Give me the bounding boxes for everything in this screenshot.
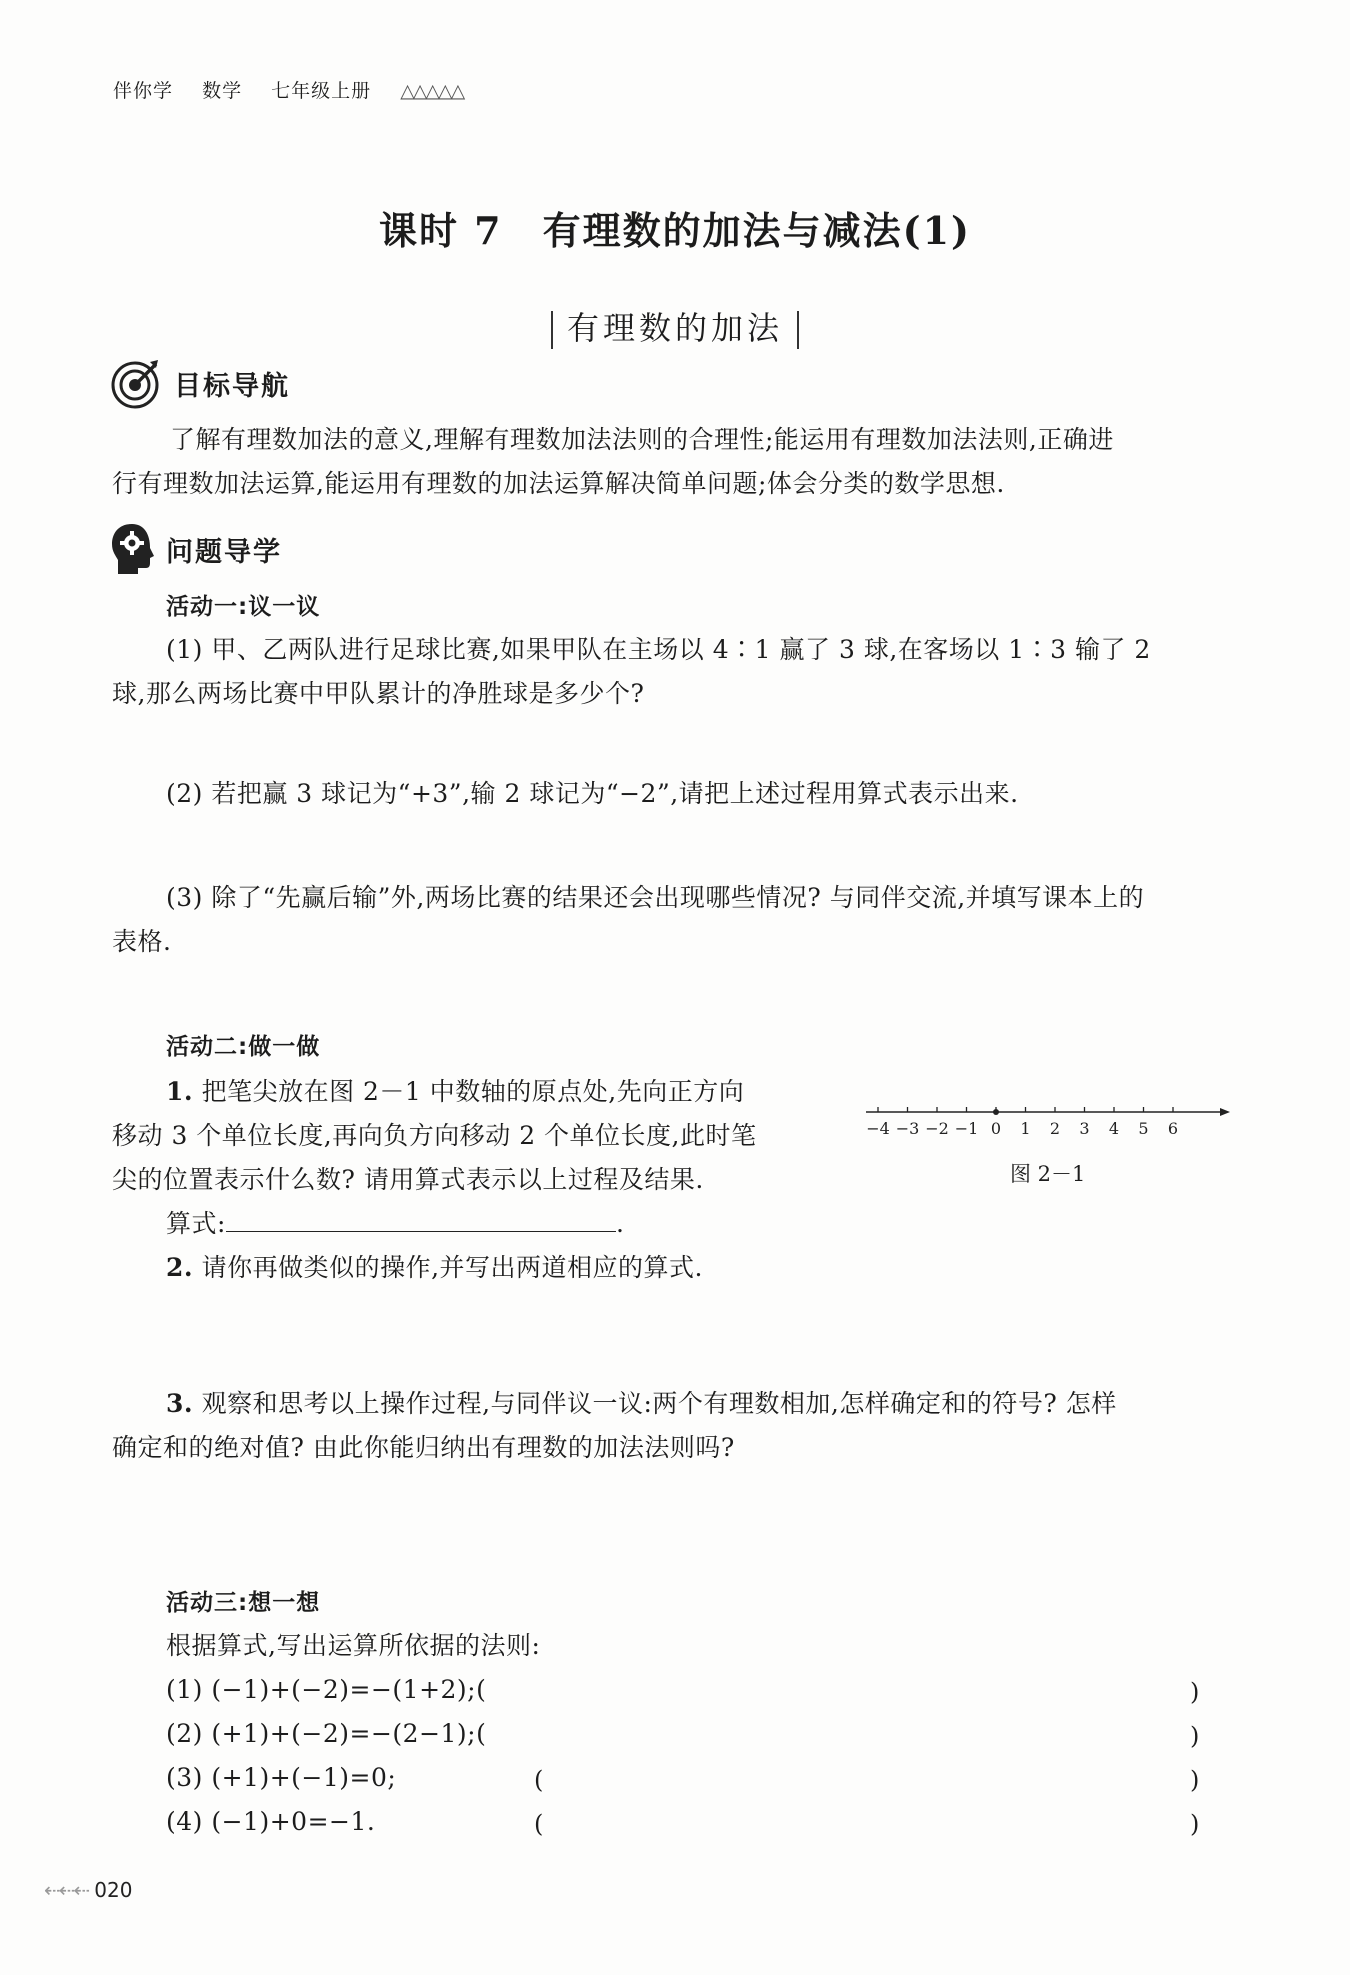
activity2-item2 — [166, 1246, 703, 1290]
activity2-title: 活动二:做一做 — [166, 1034, 321, 1060]
activity1-title: 活动一:议一议 — [166, 594, 321, 620]
rule-item-3-open: ( — [534, 1766, 544, 1794]
lesson-title: 课时 7 有理数的加法与减法(1) — [378, 208, 972, 253]
activity1-q3-line1: (3) 除了“先赢后输”外,两场比赛的结果还会出现哪些情况? 与同伴交流,并填写课本上的 — [166, 883, 1145, 912]
running-header — [113, 76, 485, 103]
grade-name: 七年级上册 — [271, 80, 372, 102]
formula-label: 算式: — [166, 1209, 226, 1238]
footer-arrows: ⇠⇠⇠ — [44, 1878, 89, 1902]
tick-label: 3 — [1079, 1119, 1090, 1138]
tick-label: 1 — [1020, 1119, 1031, 1138]
item1-number: 1. — [166, 1077, 194, 1106]
subtitle-text: 有理数的加法 — [566, 309, 783, 347]
rule-item-2-close: ) — [1190, 1722, 1200, 1750]
activity1-q1-line1: (1) 甲、乙两队进行足球比赛,如果甲队在主场以 4∶1 赢了 3 球,在客场以 1∶3 输了 2 — [166, 635, 1151, 664]
tick-label: 2 — [1049, 1119, 1061, 1138]
rule-item-4-close: ) — [1190, 1810, 1200, 1838]
goal-heading: 目标导航 — [174, 371, 290, 402]
activity1-q2: (2) 若把赢 3 球记为“+3”,输 2 球记为“−2”,请把上述过程用算式表示出来. — [166, 779, 1019, 808]
tick-label: 5 — [1138, 1119, 1149, 1138]
rule-item-1-close: ) — [1190, 1678, 1200, 1706]
triangle-decoration: △△△△△ — [400, 80, 464, 102]
item2-number: 2. — [166, 1253, 194, 1282]
tick-label: −2 — [925, 1119, 949, 1138]
goal-line-2: 行有理数加法运算,能运用有理数的加法运算解决简单问题;体会分类的数学思想. — [112, 469, 1005, 498]
activity2-item1-line1 — [166, 1070, 744, 1114]
origin-point — [993, 1109, 999, 1115]
activity3-intro: 根据算式,写出运算所依据的法则: — [166, 1631, 541, 1660]
head-gear-icon — [110, 522, 156, 576]
item2-text: 请你再做类似的操作,并写出两道相应的算式. — [201, 1253, 703, 1282]
subtitle-left-bar — [551, 311, 553, 349]
rule-item-4: (4) (−1)+0=−1. — [166, 1807, 376, 1836]
tick-label: 0 — [990, 1119, 1002, 1138]
axis-arrowhead — [1220, 1108, 1230, 1116]
target-icon — [110, 356, 164, 410]
goal-line-1: 了解有理数加法的意义,理解有理数加法法则的合理性;能运用有理数加法法则,正确进 — [170, 425, 1114, 454]
activity1-q3-line2: 表格. — [112, 927, 172, 956]
rule-item-4-open: ( — [534, 1810, 544, 1838]
series-name: 伴你学 — [113, 80, 174, 102]
page-footer — [44, 1878, 132, 1902]
item1-text-1: 把笔尖放在图 2－1 中数轴的原点处,先向正方向 — [201, 1077, 745, 1106]
activity2-item1-line2: 移动 3 个单位长度,再向负方向移动 2 个单位长度,此时笔 — [112, 1121, 757, 1150]
tick-label: −1 — [954, 1119, 979, 1138]
item3-text-1: 观察和思考以上操作过程,与同伴议一议:两个有理数相加,怎样确定和的符号? 怎样 — [201, 1389, 1117, 1418]
rule-item-1: (1) (−1)+(−2)=−(1+2);( — [166, 1675, 487, 1704]
activity1-q1-line2: 球,那么两场比赛中甲队累计的净胜球是多少个? — [112, 679, 645, 708]
formula-blank[interactable] — [226, 1205, 616, 1232]
tick-label: 6 — [1167, 1119, 1179, 1138]
item3-number: 3. — [166, 1389, 194, 1418]
subtitle-right-bar — [797, 311, 799, 349]
activity2-item3-line2: 确定和的绝对值? 由此你能归纳出有理数的加法法则吗? — [112, 1433, 735, 1462]
activity2-item1-line3: 尖的位置表示什么数? 请用算式表示以上过程及结果. — [112, 1165, 704, 1194]
formula-line — [166, 1202, 624, 1246]
figure-caption: 图 2－1 — [1010, 1162, 1086, 1186]
rule-item-2: (2) (+1)+(−2)=−(2−1);( — [166, 1719, 487, 1748]
rule-item-3: (3) (+1)+(−1)=0; — [166, 1763, 397, 1792]
activity3-title: 活动三:想一想 — [166, 1590, 321, 1616]
number-line — [862, 1100, 1232, 1150]
activity2-item3-line1 — [166, 1382, 1117, 1426]
page-number: 020 — [94, 1878, 133, 1902]
subject-name: 数学 — [202, 80, 243, 102]
tick-label: 4 — [1108, 1119, 1120, 1138]
number-line-figure — [862, 1100, 1232, 1150]
formula-end: . — [615, 1209, 625, 1238]
rule-item-3-close: ) — [1190, 1766, 1200, 1794]
section-subtitle — [0, 303, 1350, 349]
tick-label: −4 — [866, 1119, 890, 1138]
problem-heading: 问题导学 — [166, 537, 282, 568]
tick-label: −3 — [895, 1119, 920, 1138]
